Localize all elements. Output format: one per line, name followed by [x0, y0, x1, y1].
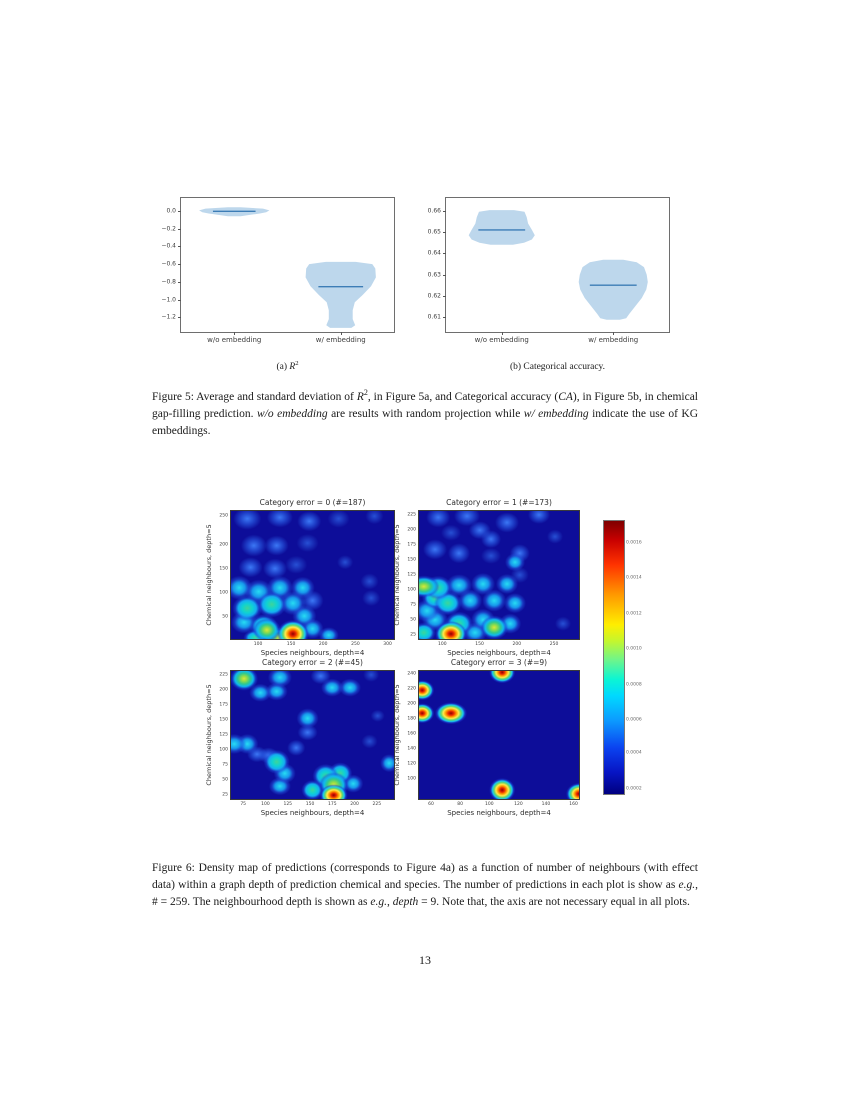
- category-label-wo-embedding: w/o embedding: [207, 336, 262, 344]
- violin-plot-r2: w/o embedding w/ embedding 0.0 −0.2 −0.4 −0.6 −0.8 −1.0 −1.2: [180, 197, 395, 333]
- page-number: 13: [419, 953, 431, 967]
- y-axis-label: Chemical neighbours, depth=5: [393, 684, 401, 786]
- subcaption-a: (a) $R^2$: [276, 359, 299, 372]
- x-axis-label: Species neighbours, depth=4: [447, 649, 551, 657]
- category-label-w-embedding: w/ embedding: [315, 336, 366, 344]
- heatmap-category-error-0: Category error = 0 (#=187) Chemical neighbours, depth=5 Species neighbours, depth=4 100 150 200 250 300 250 200 150 100 50: [230, 510, 395, 640]
- heatmap-canvas: [230, 670, 395, 800]
- heatmap-canvas: [418, 670, 580, 800]
- y-axis-label: Chemical neighbours, depth=5: [205, 524, 213, 626]
- heatmap-title: Category error = 1 (#=173): [446, 498, 552, 507]
- figure6-caption: Figure 6: Density map of predictions (corresponds to Figure 4a) as a function of number of neighbours (with effect data) within a graph depth of prediction chemical and species. The number of predictions in each plot is show as e.g., # = 259. The neighbourhood depth is shown as e.g., depth = 9. Note that, the axis are not necessary equal in all plots.: [152, 862, 698, 908]
- category-label-wo-embedding: w/o embedding: [474, 336, 529, 344]
- x-axis-label: Species neighbours, depth=4: [260, 649, 365, 657]
- x-axis-label: Species neighbours, depth=4: [447, 809, 551, 817]
- heatmap-title: Category error = 2 (#=45): [262, 658, 363, 667]
- heatmap-category-error-3: Category error = 3 (#=9) Chemical neighbours, depth=5 Species neighbours, depth=4 60 80 100 120 140 160 240 220 200 180 160 140 120 100: [418, 670, 580, 800]
- heatmap-title: Category error = 0 (#=187): [259, 498, 366, 507]
- violin-plot-categorical-accuracy: w/o embedding w/ embedding 0.66 0.65 0.64 0.63 0.62 0.61: [445, 197, 670, 333]
- y-axis-label: Chemical neighbours, depth=5: [393, 524, 401, 626]
- colorbar: 0.0016 0.0014 0.0012 0.0010 0.0008 0.0006 0.0004 0.0002: [603, 520, 625, 795]
- heatmap-category-error-1: Category error = 1 (#=173) Chemical neighbours, depth=5 Species neighbours, depth=4 100 150 200 250 225 200 175 150 125 100 75 50 25: [418, 510, 580, 640]
- y-axis-label: Chemical neighbours, depth=5: [205, 684, 213, 786]
- heatmap-canvas: [418, 510, 580, 640]
- heatmap-title: Category error = 3 (#=9): [450, 658, 548, 667]
- subcaption-b: (b) Categorical accuracy.: [509, 362, 606, 372]
- category-label-w-embedding: w/ embedding: [588, 336, 639, 344]
- heatmap-canvas: [230, 510, 395, 640]
- figure5-caption: Figure 5: Average and standard deviation of $R^2$, in Figure 5a, and Categorical accuracy (CA), in Figure 5b, in chemical gap-filling prediction. w/o embedding are results with random projection while w/ embedding indicate the use of KG embeddings.: [152, 388, 699, 437]
- x-axis-label: Species neighbours, depth=4: [260, 809, 365, 817]
- heatmap-category-error-2: Category error = 2 (#=45) Chemical neighbours, depth=5 Species neighbours, depth=4 75 100 125 150 175 200 225 225 200 175 150 125 100 75 50 25: [230, 670, 395, 800]
